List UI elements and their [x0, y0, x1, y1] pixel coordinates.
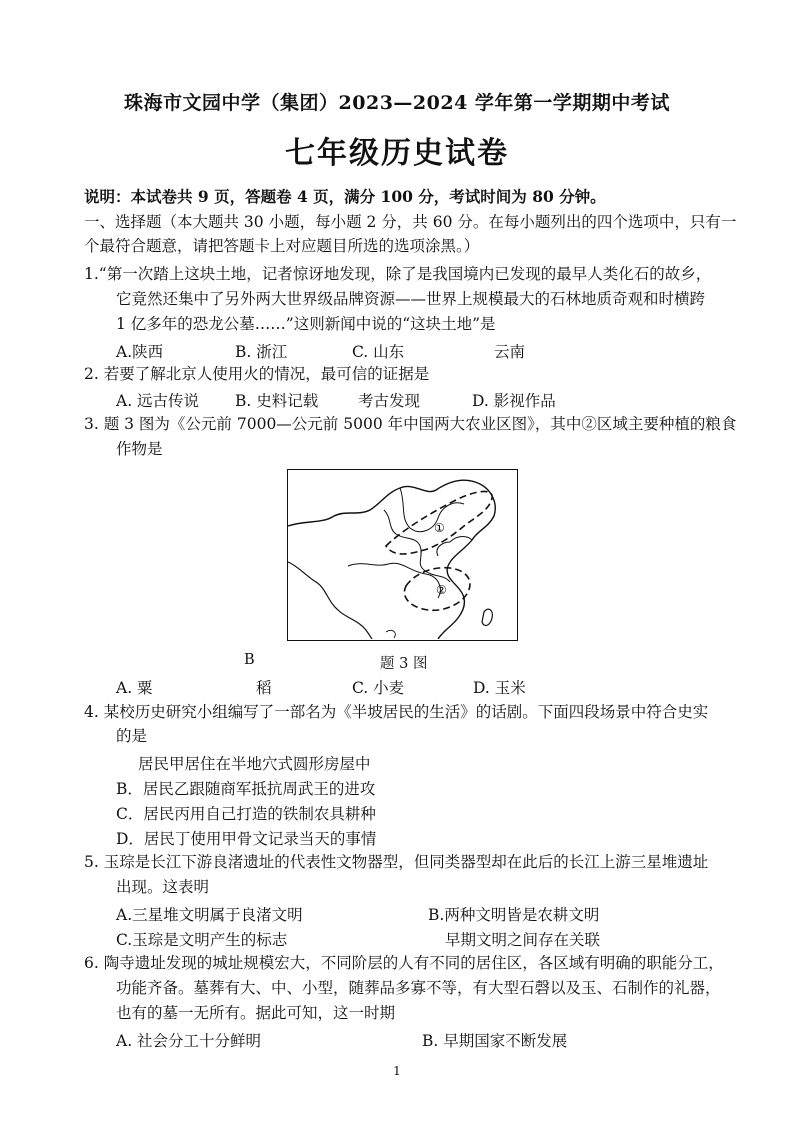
question-4-option-c[interactable]: C．居民丙用自己打造的铁制农具耕种 — [116, 805, 376, 823]
map-outline-north — [288, 480, 495, 540]
map-inner-border — [400, 488, 464, 532]
school-exam-title: 珠海市文园中学（集团）2023—2024 学年第一学期期中考试 — [124, 92, 670, 114]
question-2-option-a[interactable]: A. 远古传说 — [116, 392, 200, 410]
question-6-line-2: 功能齐备。墓葬有大、中、小型，随葬品多寡不等，有大型石磬以及玉、石制作的礼器， — [116, 979, 721, 997]
question-3-line-2: 作物是 — [116, 440, 163, 458]
question-3-option-a[interactable]: A. 粟 — [116, 679, 153, 697]
exam-instructions: 说明：本试卷共 9 页，答题卷 4 页，满分 100 分，考试时间为 80 分钟。 — [84, 187, 606, 206]
section-heading-line1: 一、选择题（本大题共 30 小题，每小题 2 分，共 60 分。在每小题列出的四个选项中，只有一 — [84, 213, 737, 231]
question-3-line-1: 3. 题 3 图为《公元前 7000—公元前 5000 年中国两大农业区图》，其中②区域主要种植的粮食 — [84, 415, 737, 433]
question-3-option-d[interactable]: D. 玉米 — [473, 679, 526, 697]
question-1-line-1: 1.“第一次踏上这块土地，记者惊讶地发现，除了是我国境内已发现的最早人类化石的故乡， — [84, 265, 712, 283]
region-2-marker: ② — [436, 583, 447, 597]
question-4-option-a[interactable]: 居民甲居住在半地穴式圆形房屋中 — [138, 755, 371, 773]
question-4-option-b[interactable]: B．居民乙跟随商军抵抗周武王的进攻 — [116, 780, 376, 798]
question-2-option-d[interactable]: D. 影视作品 — [472, 392, 556, 410]
question-1-option-c[interactable]: C. 山东 — [352, 343, 405, 361]
question-4-line-1: 4. 某校历史研究小组编写了一部名为《半坡居民的生活》的话剧。下面四段场景中符合史实 — [84, 703, 709, 721]
question-2-option-c[interactable]: 考古发现 — [358, 392, 421, 410]
question-5-option-a[interactable]: A.三星堆文明属于良渚文明 — [116, 906, 303, 924]
agriculture-region-map — [287, 469, 518, 641]
question-4-option-d[interactable]: D．居民丁使用甲骨文记录当天的事情 — [116, 830, 377, 848]
question-6-line-1: 6. 陶寺遗址发现的城址规模宏大，不同阶层的人有不同的居住区，各区域有明确的职能分工， — [84, 954, 724, 972]
question-6-option-a[interactable]: A. 社会分工十分鲜明 — [116, 1032, 262, 1050]
question-6-option-b[interactable]: B. 早期国家不断发展 — [422, 1032, 568, 1050]
question-5-line-2: 出现。这表明 — [116, 878, 210, 896]
question-5-option-d[interactable]: 早期文明之间存在关联 — [445, 931, 601, 949]
question-2-line-1: 2. 若要了解北京人使用火的情况，最可信的证据是 — [84, 365, 430, 383]
map-hainan-island — [386, 630, 395, 638]
question-5-option-b[interactable]: B.两种文明皆是农耕文明 — [428, 906, 600, 924]
page-number: 1 — [393, 1064, 401, 1078]
exam-subject-title: 七年级历史试卷 — [285, 136, 509, 171]
question-5-option-c[interactable]: C.玉琮是文明产生的标志 — [116, 931, 288, 949]
map-outline-west — [288, 562, 372, 639]
question-1-line-3: 1 亿多年的恐龙公墓……”这则新闻中说的“这块土地”是 — [116, 315, 496, 333]
question-3-option-b[interactable]: 稻 — [256, 679, 272, 697]
question-1-option-a[interactable]: A.陕西 — [116, 343, 164, 361]
question-1-line-2: 它竟然还集中了另外两大世界级品牌资源——世界上规模最大的石林地质奇观和时横跨 — [116, 290, 706, 308]
figure-caption: 题 3 图 — [380, 656, 428, 672]
question-4-line-2: 的是 — [116, 727, 148, 745]
china-map-figure — [288, 470, 516, 639]
figure-side-label: B — [244, 652, 255, 668]
map-taiwan-island — [482, 609, 492, 625]
section-heading-line2: 个最符合题意，请把答题卡上对应题目所选的选项涂黑。） — [84, 237, 480, 255]
question-6-line-3: 也有的墓一无所有。据此可知，这一时期 — [116, 1004, 396, 1022]
question-2-option-b[interactable]: B. 史料记载 — [235, 392, 319, 410]
question-3-option-c[interactable]: C. 小麦 — [352, 679, 405, 697]
region-1-marker: ① — [434, 521, 445, 535]
map-river-lower — [348, 563, 440, 598]
question-1-option-b[interactable]: B. 浙江 — [235, 343, 288, 361]
question-5-line-1: 5. 玉琮是长江下游良渚遗址的代表性文物器型，但同类器型却在此后的长江上游三星堆遗址 — [84, 853, 709, 871]
question-1-option-d[interactable]: 云南 — [494, 343, 526, 361]
